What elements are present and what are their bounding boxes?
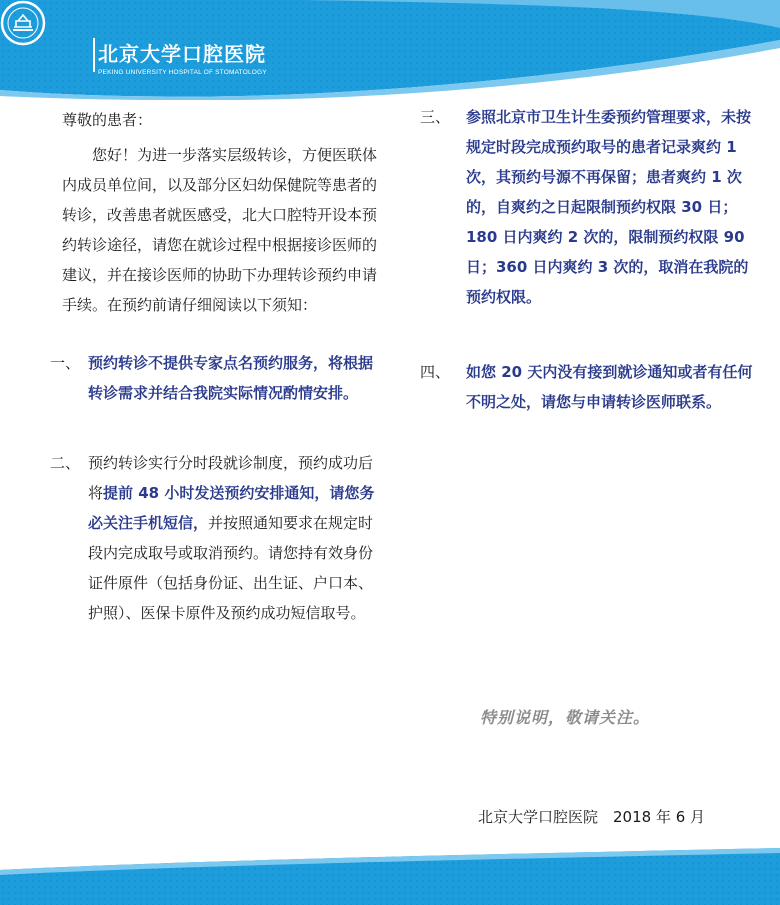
notice-item-4 (420, 357, 760, 417)
item-number: 二、 (50, 454, 81, 472)
right-column (420, 102, 760, 417)
brand-name-cn: 北京大学口腔医院 (98, 42, 266, 66)
notice-item-3 (420, 102, 760, 312)
signature: 北京大学口腔医院 2018 年 6 月 (478, 808, 706, 826)
brand (98, 38, 267, 76)
header-banner (0, 0, 780, 100)
salutation: 尊敬的患者： (62, 111, 153, 129)
item-text: 预约转诊不提供专家点名预约服务，将根据转诊需求并结合我院实际情况酌情安排。 (88, 354, 374, 402)
brand-name-en: PEKING UNIVERSITY HOSPITAL OF STOMATOLOGY (98, 69, 267, 76)
item-text-c: 并按照通知要求在规定时段内完成取号或取消预约。请您持有效身份证件原件（包括身份证、出生证、户口本、护照）、医保卡原件及预约成功短信取号。 (88, 514, 374, 622)
item-number: 一、 (50, 354, 81, 372)
special-note: 特别说明，敬请关注。 (480, 708, 651, 727)
item-number: 三、 (420, 108, 451, 126)
footer-wave-graphic (0, 848, 780, 905)
intro-paragraph: 您好！为进一步落实层级转诊，方便医联体内成员单位间，以及部分区妇幼保健院等患者的转诊，改善患者就医感受，北大口腔特开设本预约转诊途径，请您在就诊过程中根据接诊医师的建议，并在接诊医师的协助下办理转诊预约申请手续。在预约前请仔细阅读以下须知： (62, 146, 378, 314)
item-number: 四、 (420, 363, 451, 381)
brand-divider (93, 38, 95, 72)
item-text: 参照北京市卫生计生委预约管理要求，未按规定时段完成预约取号的患者记录爽约 1 次，其预约号源不再保留；患者爽约 1 次的，自爽约之日起限制预约权限 30 日；180 日内爽约 2 次的，限制预约权限 90 日；360 日内爽约 3 次的，取消在我院的预约权限。 (466, 108, 752, 306)
item-text-highlight: 提前 48 小时发送预约安排通知，请您务必关注手机短信， (88, 484, 375, 532)
hospital-logo-icon (0, 0, 46, 46)
notice-item-2 (50, 448, 382, 628)
item-text-a: 预约转诊实行分时段就诊制度，预约成功后将 (88, 454, 374, 502)
item-text: 如您 20 天内没有接到就诊通知或者有任何不明之处，请您与申请转诊医师联系。 (466, 363, 753, 411)
left-column (50, 105, 382, 628)
notice-item-1 (50, 348, 382, 408)
